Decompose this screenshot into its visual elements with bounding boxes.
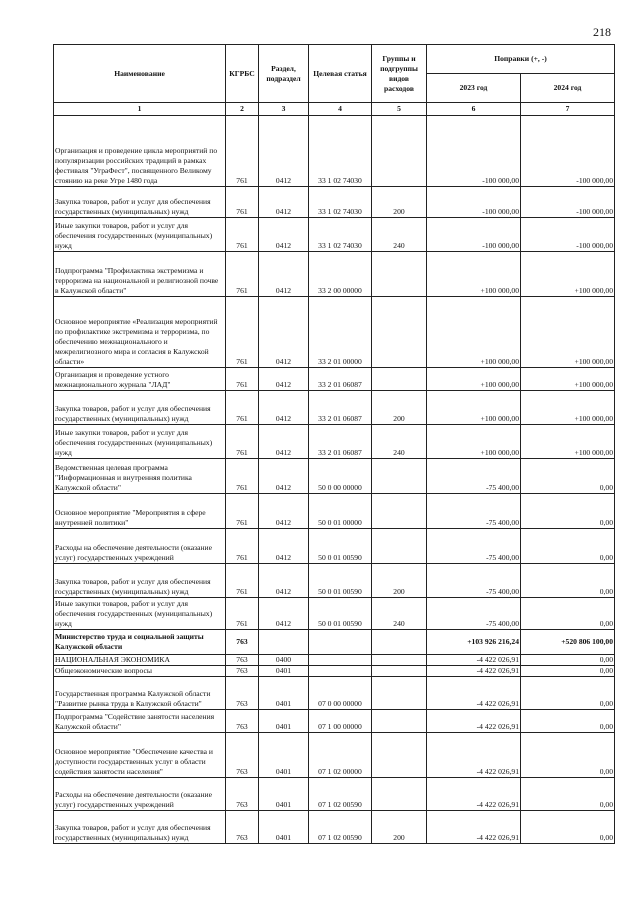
- row-kgrbs: 763: [226, 733, 259, 778]
- row-amount-2024: +100 000,00: [521, 252, 615, 297]
- row-name: Закупка товаров, работ и услуг для обеспечения государственных (муниципальных) нужд: [54, 564, 226, 598]
- table-row: [54, 297, 615, 368]
- row-kgrbs: 761: [226, 494, 259, 529]
- row-section: 0412: [259, 494, 309, 529]
- row-amount-2024: +100 000,00: [521, 368, 615, 391]
- row-kgrbs: 761: [226, 297, 259, 368]
- row-name: Закупка товаров, работ и услуг для обеспечения государственных (муниципальных) нужд: [54, 811, 226, 844]
- row-target-article: 07 0 00 00000: [309, 677, 372, 710]
- row-expense-group: 240: [372, 218, 427, 252]
- row-amount-2024: 0,00: [521, 564, 615, 598]
- row-expense-group: 200: [372, 187, 427, 218]
- row-amount-2023: +103 926 216,24: [427, 630, 521, 655]
- row-name: Иные закупки товаров, работ и услуг для обеспечения государственных (муниципальных) нужд: [54, 598, 226, 630]
- row-section: 0412: [259, 368, 309, 391]
- row-kgrbs: 761: [226, 425, 259, 459]
- row-section: 0401: [259, 733, 309, 778]
- row-section: [259, 630, 309, 655]
- row-amount-2023: +100 000,00: [427, 391, 521, 425]
- row-amount-2023: -75 400,00: [427, 564, 521, 598]
- row-amount-2023: +100 000,00: [427, 425, 521, 459]
- row-section: 0412: [259, 297, 309, 368]
- row-kgrbs: 763: [226, 811, 259, 844]
- row-amount-2024: +100 000,00: [521, 391, 615, 425]
- row-amount-2023: -4 422 026,91: [427, 811, 521, 844]
- header-year-2024: 2024 год: [521, 74, 615, 103]
- row-name: Иные закупки товаров, работ и услуг для обеспечения государственных (муниципальных) нужд: [54, 218, 226, 252]
- row-expense-group: [372, 666, 427, 677]
- row-expense-group: 240: [372, 425, 427, 459]
- row-name: Организация и проведение устного межнационального журнала "ЛАД": [54, 368, 226, 391]
- table-row: [54, 778, 615, 811]
- row-name: Общеэкономические вопросы: [54, 666, 226, 677]
- row-target-article: 50 0 01 00000: [309, 494, 372, 529]
- table-row: [54, 459, 615, 494]
- row-amount-2024: 0,00: [521, 494, 615, 529]
- row-amount-2024: 0,00: [521, 710, 615, 733]
- row-name: НАЦИОНАЛЬНАЯ ЭКОНОМИКА: [54, 655, 226, 666]
- row-section: 0412: [259, 252, 309, 297]
- table-row: [54, 116, 615, 187]
- row-name: Основное мероприятие "Мероприятия в сфере внутренней политики": [54, 494, 226, 529]
- column-numbers-row: [54, 103, 615, 116]
- table-row: [54, 368, 615, 391]
- row-target-article: 33 2 01 06087: [309, 368, 372, 391]
- row-amount-2024: 0,00: [521, 598, 615, 630]
- row-target-article: 50 0 01 00590: [309, 598, 372, 630]
- header-groups: Группы и подгруппы видов расходов: [372, 45, 427, 103]
- row-section: 0412: [259, 598, 309, 630]
- table-row: [54, 187, 615, 218]
- row-section: 0401: [259, 778, 309, 811]
- column-number: 3: [259, 103, 309, 116]
- column-number: 4: [309, 103, 372, 116]
- row-kgrbs: 763: [226, 655, 259, 666]
- row-name: Подпрограмма "Профилактика экстремизма и терроризма на национальной и религиозной почве в Калужской области": [54, 252, 226, 297]
- row-amount-2024: -100 000,00: [521, 116, 615, 187]
- row-target-article: 07 1 00 00000: [309, 710, 372, 733]
- row-section: 0412: [259, 425, 309, 459]
- row-amount-2024: -100 000,00: [521, 187, 615, 218]
- row-kgrbs: 761: [226, 529, 259, 564]
- row-target-article: 07 1 02 00590: [309, 778, 372, 811]
- row-section: 0412: [259, 459, 309, 494]
- header-amendments: Поправки (+, -): [427, 45, 615, 74]
- row-amount-2024: +100 000,00: [521, 297, 615, 368]
- row-name: Расходы на обеспечение деятельности (оказание услуг) государственных учреждений: [54, 529, 226, 564]
- table-row: [54, 655, 615, 666]
- row-amount-2023: +100 000,00: [427, 297, 521, 368]
- row-target-article: 33 1 02 74030: [309, 116, 372, 187]
- row-kgrbs: 763: [226, 666, 259, 677]
- row-kgrbs: 763: [226, 778, 259, 811]
- row-target-article: [309, 630, 372, 655]
- header-section: Раздел, подраздел: [259, 45, 309, 103]
- row-name: Закупка товаров, работ и услуг для обеспечения государственных (муниципальных) нужд: [54, 391, 226, 425]
- row-target-article: 50 0 00 00000: [309, 459, 372, 494]
- row-section: 0412: [259, 116, 309, 187]
- row-target-article: 33 1 02 74030: [309, 218, 372, 252]
- table-row: [54, 529, 615, 564]
- row-amount-2024: 0,00: [521, 677, 615, 710]
- row-name: Расходы на обеспечение деятельности (оказание услуг) государственных учреждений: [54, 778, 226, 811]
- table-row: [54, 391, 615, 425]
- row-target-article: 33 2 01 06087: [309, 425, 372, 459]
- table-row: [54, 630, 615, 655]
- row-expense-group: [372, 297, 427, 368]
- table-row: [54, 710, 615, 733]
- row-expense-group: 240: [372, 598, 427, 630]
- table-row: [54, 494, 615, 529]
- row-target-article: 33 2 01 00000: [309, 297, 372, 368]
- row-name: Государственная программа Калужской области "Развитие рынка труда в Калужской области": [54, 677, 226, 710]
- row-amount-2024: 0,00: [521, 733, 615, 778]
- row-amount-2023: +100 000,00: [427, 368, 521, 391]
- page-number: 218: [593, 25, 611, 39]
- row-amount-2024: +100 000,00: [521, 425, 615, 459]
- column-number: 1: [54, 103, 226, 116]
- row-target-article: 07 1 02 00000: [309, 733, 372, 778]
- row-target-article: 33 1 02 74030: [309, 187, 372, 218]
- row-section: 0412: [259, 564, 309, 598]
- row-amount-2023: -4 422 026,91: [427, 666, 521, 677]
- row-expense-group: [372, 655, 427, 666]
- column-number: 6: [427, 103, 521, 116]
- row-expense-group: [372, 630, 427, 655]
- row-name: Иные закупки товаров, работ и услуг для обеспечения государственных (муниципальных) нужд: [54, 425, 226, 459]
- row-section: 0401: [259, 677, 309, 710]
- row-kgrbs: 761: [226, 116, 259, 187]
- row-section: 0401: [259, 811, 309, 844]
- row-expense-group: 200: [372, 564, 427, 598]
- row-section: 0412: [259, 218, 309, 252]
- row-kgrbs: 761: [226, 368, 259, 391]
- header-name: Наименование: [54, 45, 226, 103]
- row-expense-group: [372, 368, 427, 391]
- row-expense-group: [372, 116, 427, 187]
- table-row: [54, 677, 615, 710]
- table-row: [54, 252, 615, 297]
- row-amount-2023: -75 400,00: [427, 529, 521, 564]
- row-section: 0412: [259, 529, 309, 564]
- row-expense-group: 200: [372, 811, 427, 844]
- row-name: Подпрограмма "Содействие занятости населения Калужской области": [54, 710, 226, 733]
- row-target-article: 50 0 01 00590: [309, 564, 372, 598]
- row-kgrbs: 761: [226, 598, 259, 630]
- row-amount-2023: +100 000,00: [427, 252, 521, 297]
- row-kgrbs: 763: [226, 630, 259, 655]
- row-expense-group: [372, 529, 427, 564]
- table-row: [54, 598, 615, 630]
- header-target: Целевая статья: [309, 45, 372, 103]
- row-section: 0412: [259, 391, 309, 425]
- table-row: [54, 666, 615, 677]
- row-target-article: 50 0 01 00590: [309, 529, 372, 564]
- row-kgrbs: 761: [226, 187, 259, 218]
- row-amount-2024: 0,00: [521, 811, 615, 844]
- row-name: Основное мероприятие «Реализация мероприятий по профилактике экстремизма и терроризма, по обеспечению межнационального и межрелигиозного мира и согласия в Калужской области»: [54, 297, 226, 368]
- row-section: 0412: [259, 187, 309, 218]
- row-target-article: 33 2 00 00000: [309, 252, 372, 297]
- row-section: 0401: [259, 710, 309, 733]
- row-name: Министерство труда и социальной защиты Калужской области: [54, 630, 226, 655]
- column-number: 7: [521, 103, 615, 116]
- table-body: [54, 116, 615, 844]
- header-year-2023: 2023 год: [427, 74, 521, 103]
- table-row: [54, 425, 615, 459]
- row-kgrbs: 761: [226, 564, 259, 598]
- row-expense-group: [372, 733, 427, 778]
- row-kgrbs: 763: [226, 677, 259, 710]
- budget-amendments-table: [53, 44, 615, 844]
- row-kgrbs: 761: [226, 252, 259, 297]
- row-amount-2023: -4 422 026,91: [427, 778, 521, 811]
- row-expense-group: [372, 459, 427, 494]
- row-kgrbs: 763: [226, 710, 259, 733]
- row-amount-2024: 0,00: [521, 459, 615, 494]
- row-target-article: [309, 666, 372, 677]
- table-row: [54, 564, 615, 598]
- row-kgrbs: 761: [226, 391, 259, 425]
- table-row: [54, 218, 615, 252]
- row-expense-group: 200: [372, 391, 427, 425]
- row-amount-2024: 0,00: [521, 778, 615, 811]
- row-name: Закупка товаров, работ и услуг для обеспечения государственных (муниципальных) нужд: [54, 187, 226, 218]
- row-name: Ведомственная целевая программа "Информационная и внутренняя политика Калужской области": [54, 459, 226, 494]
- column-number: 2: [226, 103, 259, 116]
- table-row: [54, 733, 615, 778]
- column-number: 5: [372, 103, 427, 116]
- row-amount-2023: -75 400,00: [427, 494, 521, 529]
- row-section: 0401: [259, 666, 309, 677]
- row-target-article: 33 2 01 06087: [309, 391, 372, 425]
- row-amount-2024: 0,00: [521, 666, 615, 677]
- row-target-article: [309, 655, 372, 666]
- row-expense-group: [372, 252, 427, 297]
- row-kgrbs: 761: [226, 459, 259, 494]
- table-row: [54, 811, 615, 844]
- row-name: Организация и проведение цикла мероприятий по популяризации российских традиций в рамках фестиваля "УграФест", посвященного Великому стоянию на реке Угре 1480 года: [54, 116, 226, 187]
- row-expense-group: [372, 710, 427, 733]
- row-amount-2023: -4 422 026,91: [427, 655, 521, 666]
- row-amount-2023: -100 000,00: [427, 187, 521, 218]
- row-amount-2024: 0,00: [521, 655, 615, 666]
- row-kgrbs: 761: [226, 218, 259, 252]
- header-kgrbs: КГРБС: [226, 45, 259, 103]
- row-section: 0400: [259, 655, 309, 666]
- row-target-article: 07 1 02 00590: [309, 811, 372, 844]
- row-amount-2024: 0,00: [521, 529, 615, 564]
- row-amount-2023: -4 422 026,91: [427, 710, 521, 733]
- row-amount-2023: -75 400,00: [427, 459, 521, 494]
- row-expense-group: [372, 494, 427, 529]
- row-amount-2023: -4 422 026,91: [427, 733, 521, 778]
- row-expense-group: [372, 677, 427, 710]
- row-amount-2023: -100 000,00: [427, 116, 521, 187]
- row-amount-2024: -100 000,00: [521, 218, 615, 252]
- row-expense-group: [372, 778, 427, 811]
- table-header-row: [54, 45, 615, 74]
- row-amount-2023: -4 422 026,91: [427, 677, 521, 710]
- row-name: Основное мероприятие "Обеспечение качества и доступности государственных услуг в области содействия занятости населения": [54, 733, 226, 778]
- row-amount-2023: -100 000,00: [427, 218, 521, 252]
- row-amount-2024: +520 806 100,00: [521, 630, 615, 655]
- row-amount-2023: -75 400,00: [427, 598, 521, 630]
